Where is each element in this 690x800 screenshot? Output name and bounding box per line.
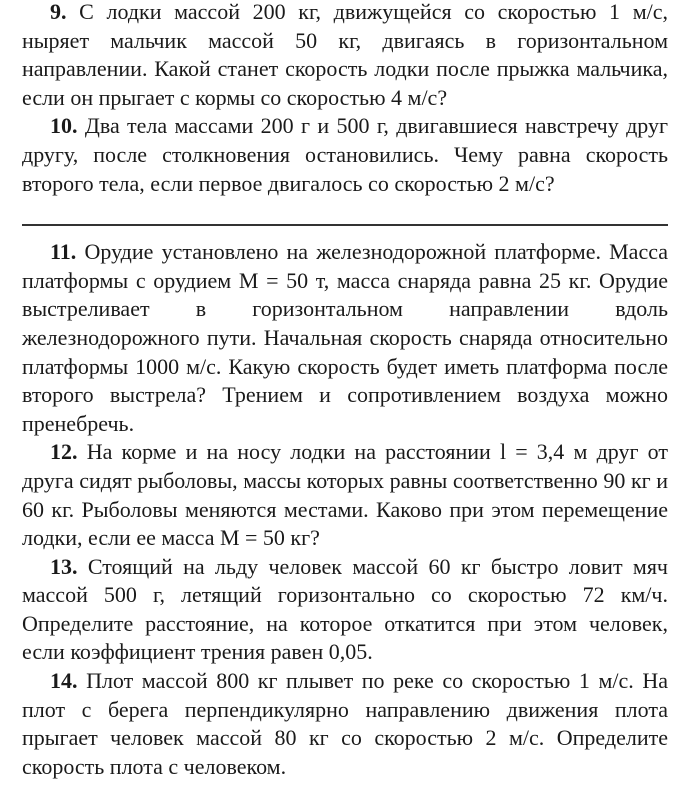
problem-number: 11. [50,239,77,265]
problem-number: 12. [50,439,78,465]
problem-number: 10. [50,113,78,139]
problem-number: 14. [50,668,78,694]
problem-number: 9. [50,0,67,24]
problem-number: 13. [50,553,78,579]
section-divider [22,224,668,226]
problem-text: Два тела массами 200 г и 500 г, двигавшиеся навстречу друг другу, после столкновения остановились. Чему равна скорость второго тела, если первое двигалось со скоростью 2 м/с? [22,113,668,196]
problem-13 [22,553,668,667]
problem-14 [22,667,668,781]
problem-11 [22,238,668,438]
problem-9 [22,0,668,112]
problem-12 [22,438,668,552]
problem-10 [22,112,668,198]
problem-text: Стоящий на льду человек массой 60 кг быстро ловит мяч массой 500 г, летящий горизонтально со скоростью 72 км/ч. Определите расстояние, на которое откатится при этом человек, если коэффициент трения равен 0,05. [22,553,669,665]
problem-text: Орудие установлено на железнодорожной платформе. Масса платформы с орудием M = 50 т, масса снаряда равна 25 кг. Орудие выстреливает в горизонтальном направлении вдоль железнодорожного пути. Начальная скорость снаряда относительно платформы 1000 м/с. Какую скорость будет иметь платформа после второго выстрела? Трением и сопротивлением воздуха можно пренебречь. [22,239,669,436]
problem-text: Плот массой 800 кг плывет по реке со скоростью 1 м/с. На плот с берега перпендикулярно направлению движения плота прыгает человек массой 80 кг со скоростью 2 м/с. Определите скорость плота с человеком. [22,668,668,779]
problem-text: На корме и на носу лодки на расстоянии l = 3,4 м друг от друга сидят рыболовы, массы которых равны соответственно 90 кг и 60 кг. Рыболовы меняются местами. Каково при этом перемещение лодки, если ее масса M = 50 кг? [22,439,669,551]
problem-text: С лодки массой 200 кг, движущейся со скоростью 1 м/с, ныряет мальчик массой 50 кг, двигаясь в горизонтальном направлении. Какой станет скорость лодки после прыжка мальчика, если он прыгает с кормы со скоростью 4 м/с? [22,0,668,110]
